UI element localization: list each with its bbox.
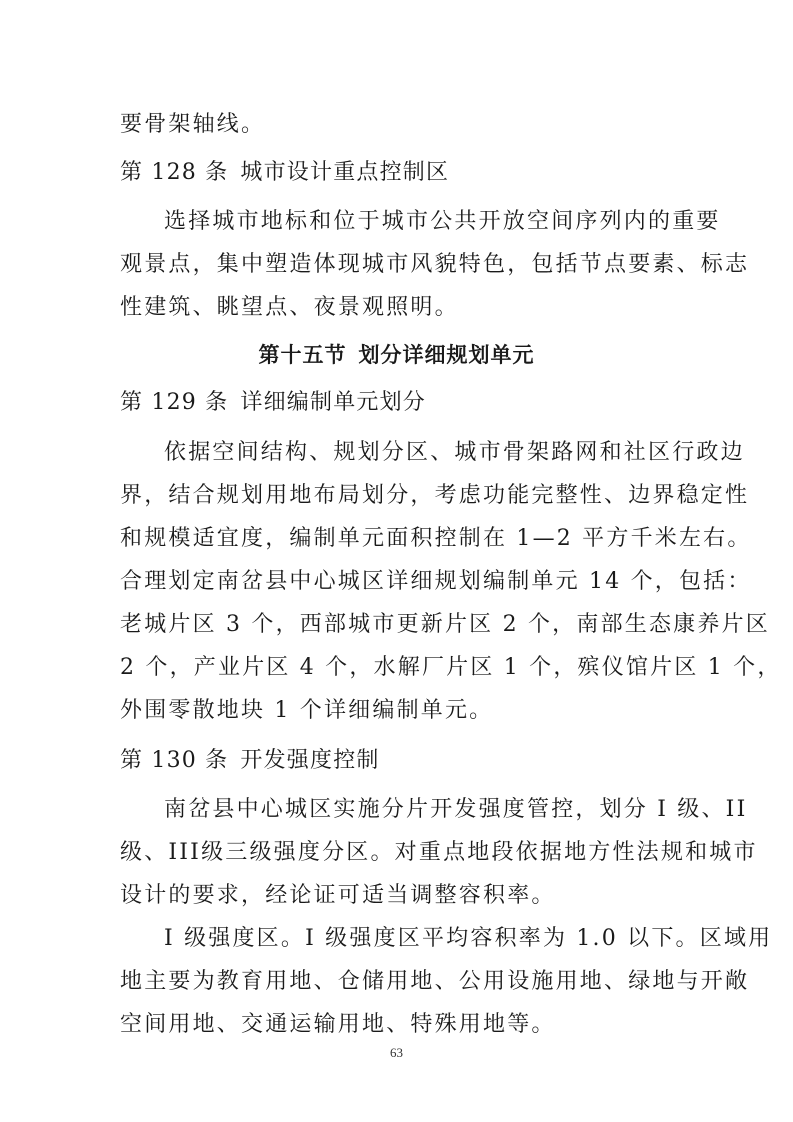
article-128-line-3: 性建筑、眺望点、夜景观照明。 [120, 295, 459, 320]
article-129-title: 详细编制单元划分 [240, 390, 426, 415]
article-129-line-6: 2 个，产业片区 4 个，水解厂片区 1 个，殡仪馆片区 1 个， [120, 655, 782, 680]
article-129-line-7: 外围零散地块 1 个详细编制单元。 [120, 698, 494, 723]
article-128-heading [120, 158, 449, 188]
section-label: 第十五节 [258, 343, 347, 367]
article-130-line-5: 地主要为教育用地、仓储用地、公用设施用地、绿地与开敞 [120, 969, 750, 994]
article-130-line-6: 空间用地、交通运输用地、特殊用地等。 [120, 1012, 556, 1037]
section-title: 划分详细规划单元 [358, 343, 535, 367]
article-130-number: 第 130 条 [120, 748, 229, 773]
article-130-line-1: 南岔县中心城区实施分片开发强度管控，划分 I 级、II [164, 797, 748, 822]
article-129-line-1: 依据空间结构、规划分区、城市骨架路网和社区行政边 [164, 440, 745, 465]
article-129-heading [120, 388, 426, 418]
intro-line: 要骨架轴线。 [120, 112, 266, 137]
article-129-line-5: 老城片区 3 个，西部城市更新片区 2 个，南部生态康养片区 [120, 612, 770, 637]
article-128-title: 城市设计重点控制区 [240, 160, 450, 185]
section-heading [0, 340, 793, 370]
article-130-heading [120, 746, 380, 776]
article-129-line-3: 和规模适宜度，编制单元面积控制在 1—2 平方千米左右。 [120, 526, 752, 551]
article-130-line-2: 级、III级三级强度分区。对重点地段依据地方性法规和城市 [120, 840, 758, 865]
article-129-line-2: 界，结合规划用地布局划分，考虑功能完整性、边界稳定性 [120, 483, 750, 508]
page-number: 63 [390, 1045, 403, 1060]
article-130-line-3: 设计的要求，经论证可适当调整容积率。 [120, 883, 556, 908]
article-128-number: 第 128 条 [120, 160, 229, 185]
article-128-line-2: 观景点，集中塑造体现城市风貌特色，包括节点要素、标志 [120, 252, 750, 277]
article-128-line-1: 选择城市地标和位于城市公共开放空间序列内的重要 [164, 209, 721, 234]
article-130-title: 开发强度控制 [240, 748, 380, 773]
article-129-line-4: 合理划定南岔县中心城区详细规划编制单元 14 个，包括： [120, 569, 752, 594]
article-129-number: 第 129 条 [120, 390, 229, 415]
article-130-line-4: I 级强度区。I 级强度区平均容积率为 1.0 以下。区域用 [164, 926, 773, 951]
